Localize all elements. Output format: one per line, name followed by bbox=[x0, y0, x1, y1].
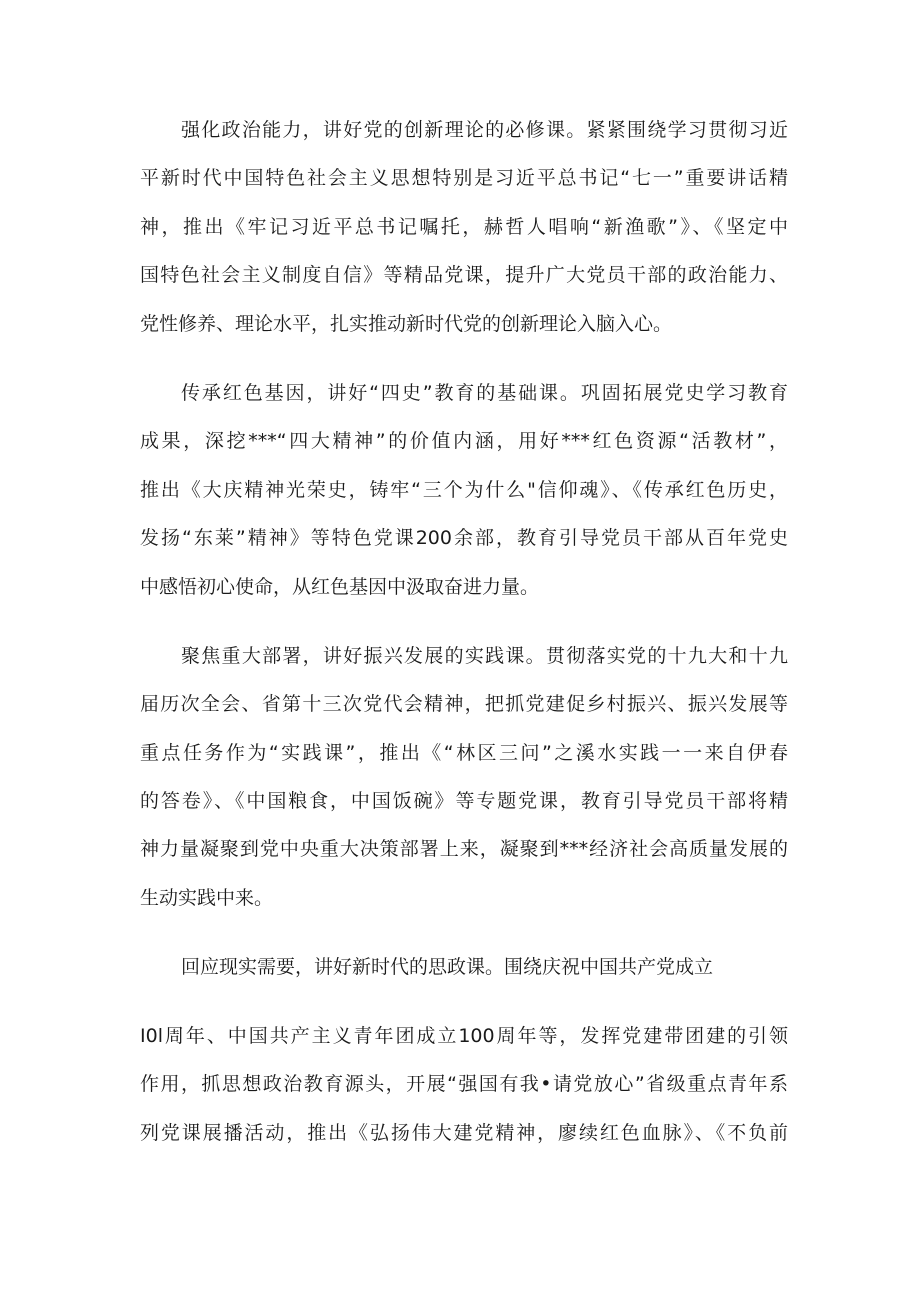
text-line: 届历次全会、省第十三次党代会精神，把抓党建促乡村振兴、振兴发展等 bbox=[140, 693, 788, 715]
text-line: 聚焦重大部署，讲好振兴发展的实践课。贯彻落实党的十九大和十九 bbox=[181, 645, 788, 667]
text-line: 成果，深挖***“四大精神”的价值内涵，用好***红色资源“活教材”， bbox=[140, 430, 788, 452]
text-line: 作用，抓思想政治教育源头，开展“强国有我•请党放心”省级重点青年系 bbox=[140, 1073, 788, 1095]
text-line: 神，推出《牢记习近平总书记嘱托，赫哲人唱响“新渔歌”》、《坚定中 bbox=[140, 216, 788, 238]
text-line: 重点任务作为“实践课”，推出《“林区三问”之溪水实践一一来自伊春 bbox=[140, 742, 788, 764]
text-line: 中感悟初心使命，从红色基因中汲取奋进力量。 bbox=[140, 576, 540, 598]
text-line: I0l周年、中国共产主义青年团成立100周年等，发挥党建带团建的引领 bbox=[140, 1025, 788, 1047]
text-line: 强化政治能力，讲好党的创新理论的必修课。紧紧围绕学习贯彻习近 bbox=[181, 119, 788, 141]
text-line: 推出《大庆精神光荣史，铸牢“三个为什么"信仰魂》、《传承红色历史， bbox=[140, 479, 788, 501]
text-line: 发扬“东莱”精神》等特色党课200余部，教育引导党员干部从百年党史 bbox=[140, 527, 788, 549]
text-line: 党性修养、理论水平，扎实推动新时代党的创新理论入脑入心。 bbox=[140, 313, 673, 335]
text-line: 神力量凝聚到党中央重大决策部署上来，凝聚到***经济社会高质量发展的 bbox=[140, 838, 788, 860]
text-line: 列党课展播活动，推出《弘扬伟大建党精神，廖续红色血脉》、《不负前 bbox=[140, 1122, 788, 1144]
text-line: 传承红色基因，讲好“四史”教育的基础课。巩固拓展党史学习教育 bbox=[181, 382, 788, 404]
text-line: 生动实践中来。 bbox=[140, 887, 274, 909]
text-line: 平新时代中国特色社会主义思想特别是习近平总书记“七一”重要讲话精 bbox=[140, 167, 788, 189]
text-line: 国特色社会主义制度自信》等精品党课，提升广大党员干部的政治能力、 bbox=[140, 264, 788, 286]
text-line: 的答卷》、《中国粮食，中国饭碗》等专题党课，教育引导党员干部将精 bbox=[140, 790, 788, 812]
text-line: 回应现实需要，讲好新时代的思政课。围绕庆祝中国共产党成立 bbox=[181, 956, 714, 978]
